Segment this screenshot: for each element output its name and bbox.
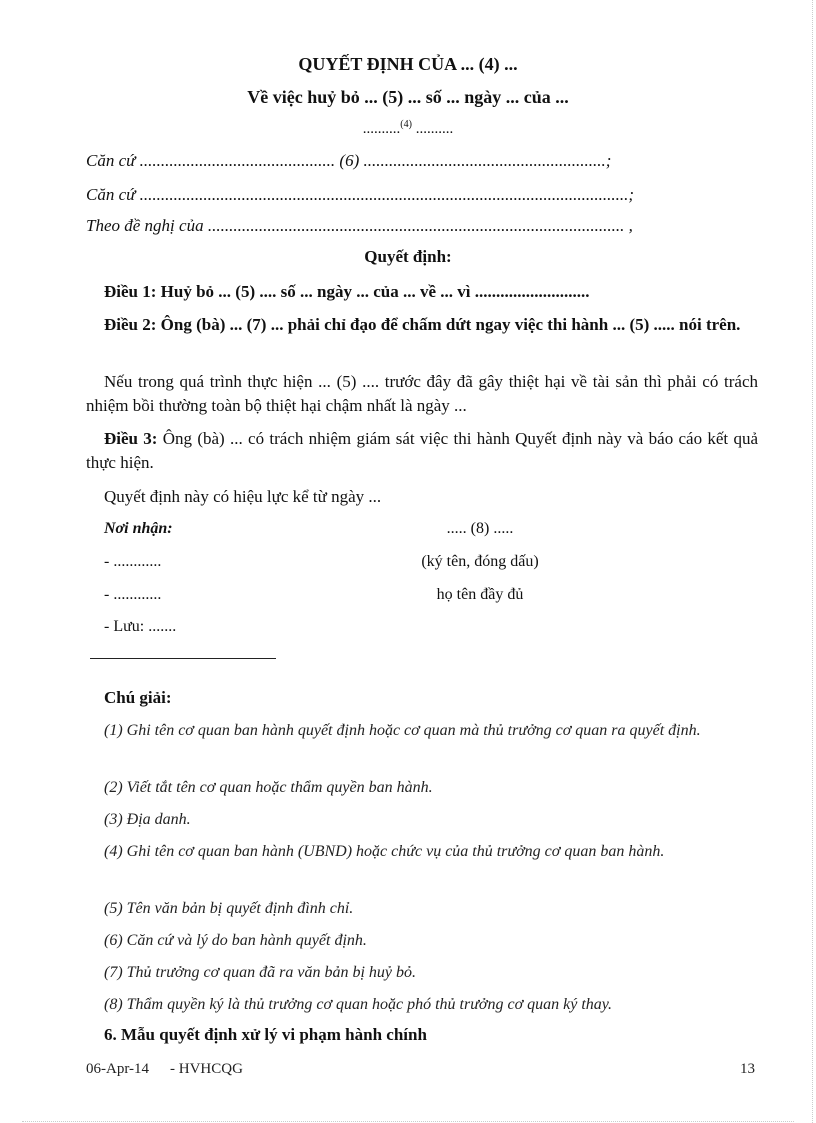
page-bottom-edge <box>22 1121 794 1122</box>
note-6: (6) Căn cứ và lý do ban hành quyết định. <box>104 932 367 949</box>
recipient-item-2: - ............ <box>104 586 162 603</box>
effect-clause: Quyết định này có hiệu lực kể từ ngày ... <box>104 487 382 506</box>
issuer-dots-right: .......... <box>411 121 454 137</box>
note-3: (3) Địa danh. <box>104 811 191 828</box>
article-3 <box>86 427 758 475</box>
note-1: (1) Ghi tên cơ quan ban hành quyết định hoặc cơ quan mà thủ trưởng cơ quan ra quyết định. <box>104 722 701 739</box>
basis-line-1: Căn cứ .............................................. (6) .........................................................; <box>86 151 612 170</box>
note-2: (2) Viết tắt tên cơ quan hoặc thẩm quyền ban hành. <box>104 779 433 796</box>
article-3-label: Điều 3: <box>104 429 158 448</box>
article-2-paragraph: Nếu trong quá trình thực hiện ... (5) .... trước đây đã gây thiệt hại về tài sản thì phải có trách nhiệm bồi thường toàn bộ thiệt hại chậm nhất là ngày ... <box>86 372 758 415</box>
document-title: QUYẾT ĐỊNH CỦA ... (4) ... <box>298 54 518 74</box>
footer-date: 06-Apr-14 <box>86 1061 150 1077</box>
note-7: (7) Thủ trưởng cơ quan đã ra văn bản bị huỷ bỏ. <box>104 964 417 981</box>
article-2-text: Ông (bà) ... (7) ... phải chỉ đạo để chấm dứt ngay việc thi hành ... (5) ..... nói trên. <box>156 315 741 334</box>
article-1 <box>104 281 758 303</box>
recipient-item-archive: - Lưu: ....... <box>104 618 177 635</box>
document-subtitle: Về việc huỷ bỏ ... (5) ... số ... ngày ... của ... <box>247 87 569 107</box>
notes-heading: Chú giải: <box>104 688 172 707</box>
note-8: (8) Thẩm quyền ký là thủ trưởng cơ quan hoặc phó thủ trưởng cơ quan ký thay. <box>104 996 612 1013</box>
note-5: (5) Tên văn bản bị quyết định đình chỉ. <box>104 900 354 917</box>
article-2-label: Điều 2: <box>104 315 157 334</box>
article-2 <box>86 313 758 337</box>
recipients-heading: Nơi nhận: <box>104 520 173 537</box>
recipient-item-1: - ............ <box>104 553 162 570</box>
note-4: (4) Ghi tên cơ quan ban hành (UBND) hoặc chức vụ của thủ trưởng cơ quan ban hành. <box>104 843 665 860</box>
issuer-line <box>0 119 816 138</box>
issuer-dots-left: .......... <box>362 121 401 137</box>
signature-sign-note: (ký tên, đóng dấu) <box>421 553 539 570</box>
article-1-text: Huỷ bỏ ... (5) .... số ... ngày ... của ... về ... vì ........................... <box>156 282 590 301</box>
section-heading: 6. Mẫu quyết định xử lý vi phạm hành chính <box>104 1025 427 1044</box>
article-1-label: Điều 1: <box>104 282 157 301</box>
footnote-divider <box>90 658 276 659</box>
decision-heading: Quyết định: <box>364 247 452 266</box>
signature-authority: ..... (8) ..... <box>446 520 514 537</box>
article-3-text: Ông (bà) ... có trách nhiệm giám sát việc thi hành Quyết định này và báo cáo kết quả thực hiện. <box>86 429 758 472</box>
basis-line-2: Căn cứ ...................................................................................................................; <box>86 185 635 204</box>
footer-org: - HVHCQG <box>170 1061 243 1077</box>
issuer-superscript: (4) <box>400 119 412 130</box>
signature-name-note: họ tên đầy đủ <box>436 586 524 603</box>
footer-page-number: 13 <box>740 1061 755 1077</box>
proposal-line: Theo đề nghị của .................................................................................................. , <box>86 216 633 235</box>
page-right-edge <box>812 0 813 1123</box>
